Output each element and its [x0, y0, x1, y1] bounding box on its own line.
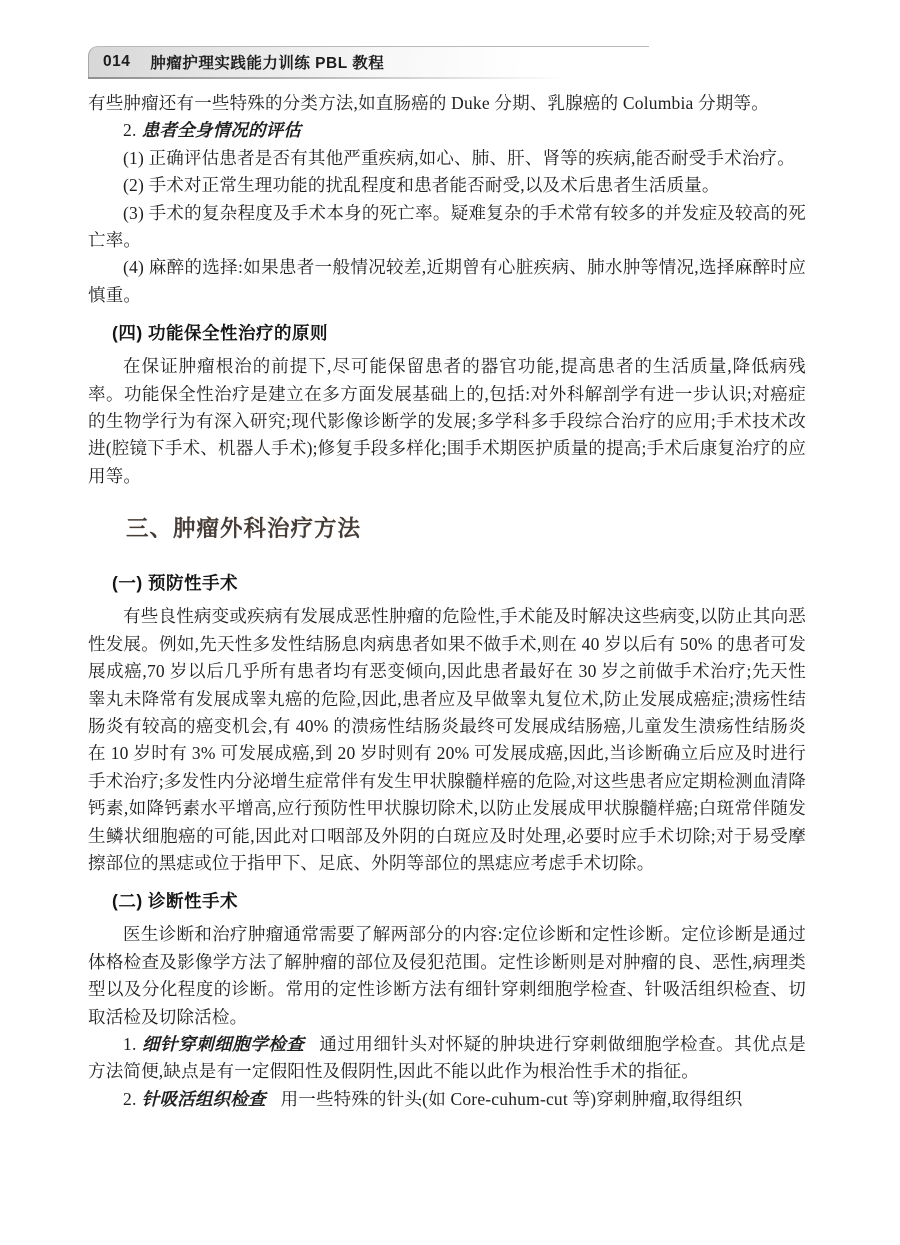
paragraph-preventive-surgery: 有些良性病变或疾病有发展成恶性肿瘤的危险性,手术能及时解决这些病变,以防止其向恶性发展。例如,先天性多发性结肠息肉病患者如果不做手术,则在 40 岁以后有 50% 的患者可发展成癌,70 岁以后几乎所有患者均有恶变倾向,因此患者最好在 30 岁之前做手术治疗;先天性睾丸未降常有发展成睾丸癌的危险,因此,患者应及早做睾丸复位术,防止发展成癌症;溃疡性结肠炎有较高的癌变机会,有 40% 的溃疡性结肠炎最终可发展成结肠癌,儿童发生溃疡性结肠炎在 10 岁时有 3% 可发展成癌,到 20 岁时则有 20% 可发展成癌,因此,当诊断确立后应及时进行手术治疗;多发性内分泌增生症常伴有发生甲状腺髓样癌的危险,对这些患者应定期检测血清降钙素,如降钙素水平增高,应行预防性甲状腺切除术,以防止发展成甲状腺髓样癌;白斑常伴随发生鳞状细胞癌的可能,因此对口咽部及外阴的白斑应及时处理,必要时应手术切除;对于易受摩擦部位的黑痣或位于指甲下、足底、外阴等部位的黑痣应考虑手术切除。	[88, 606, 806, 873]
section-heading-preventive-surgery: (一) 预防性手术	[112, 573, 239, 594]
page-content	[88, 90, 806, 1113]
section-heading-diagnostic-surgery: (二) 诊断性手术	[112, 891, 239, 912]
book-title: 肿瘤护理实践能力训练 PBL 教程	[150, 55, 385, 72]
paragraph-function-preserving: 在保证肿瘤根治的前提下,尽可能保留患者的器官功能,提高患者的生活质量,降低病残率。功能保全性治疗是建立在多方面发展基础上的,包括:对外科解剖学有进一步认识;对癌症的生物学行为有深入研究;现代影像诊断学的发展;多学科多手段综合治疗的应用;手术技术改进(腔镜下手术、机器人手术);修复手段多样化;围手术期医护质量的提高;手术后康复治疗的应用等。	[88, 356, 806, 486]
method-title: 细针穿刺细胞学检查	[141, 1033, 305, 1054]
assessment-point-3: (3) 手术的复杂程度及手术本身的死亡率。疑难复杂的手术常有较多的并发症及较高的死亡率。	[88, 202, 806, 251]
method-number: 1.	[123, 1033, 137, 1054]
item-title: 患者全身情况的评估	[141, 120, 302, 141]
assessment-point-1: (1) 正确评估患者是否有其他严重疾病,如心、肺、肝、肾等的疾病,能否耐受手术治疗。	[123, 147, 795, 168]
list-item-assessment-title	[88, 117, 806, 144]
running-header	[88, 46, 649, 77]
method-text: 通过用细针头对怀疑的肿块进行穿刺做细胞学检查。其优点是方法简便,缺点是有一定假阳性及假阴性,因此不能以此作为根治性手术的指征。	[88, 1033, 806, 1082]
method-item-fine-needle	[88, 1031, 806, 1086]
section-heading-function-preserving: (四) 功能保全性治疗的原则	[112, 323, 329, 344]
assessment-point-2: (2) 手术对正常生理功能的扰乱程度和患者能否耐受,以及术后患者生活质量。	[123, 175, 720, 196]
page-number: 014	[103, 53, 131, 70]
assessment-point-4: (4) 麻醉的选择:如果患者一般情况较差,近期曾有心脏疾病、肺水肿等情况,选择麻醉时应慎重。	[88, 257, 806, 305]
paragraph-diagnostic-surgery: 医生诊断和治疗肿瘤通常需要了解两部分的内容:定位诊断和定性诊断。定位诊断是通过体格检查及影像学方法了解肿瘤的部位及侵犯范围。定性诊断则是对肿瘤的良、恶性,病理类型以及分化程度的诊断。常用的定性诊断方法有细针穿刺细胞学检查、针吸活组织检查、切取活检及切除活检。	[88, 924, 806, 1027]
method-text: 用一些特殊的针头(如 Core-cuhum-cut 等)穿刺肿瘤,取得组织	[280, 1088, 743, 1109]
method-title: 针吸活组织检查	[141, 1088, 266, 1109]
paragraph-classification-tail: 有些肿瘤还有一些特殊的分类方法,如直肠癌的 Duke 分期、乳腺癌的 Columbia 分期等。	[88, 93, 769, 113]
method-item-needle-aspiration	[88, 1086, 806, 1113]
chapter-heading-surgical-treatment: 三、肿瘤外科治疗方法	[126, 516, 362, 542]
item-number: 2.	[123, 120, 137, 141]
method-number: 2.	[123, 1088, 137, 1109]
